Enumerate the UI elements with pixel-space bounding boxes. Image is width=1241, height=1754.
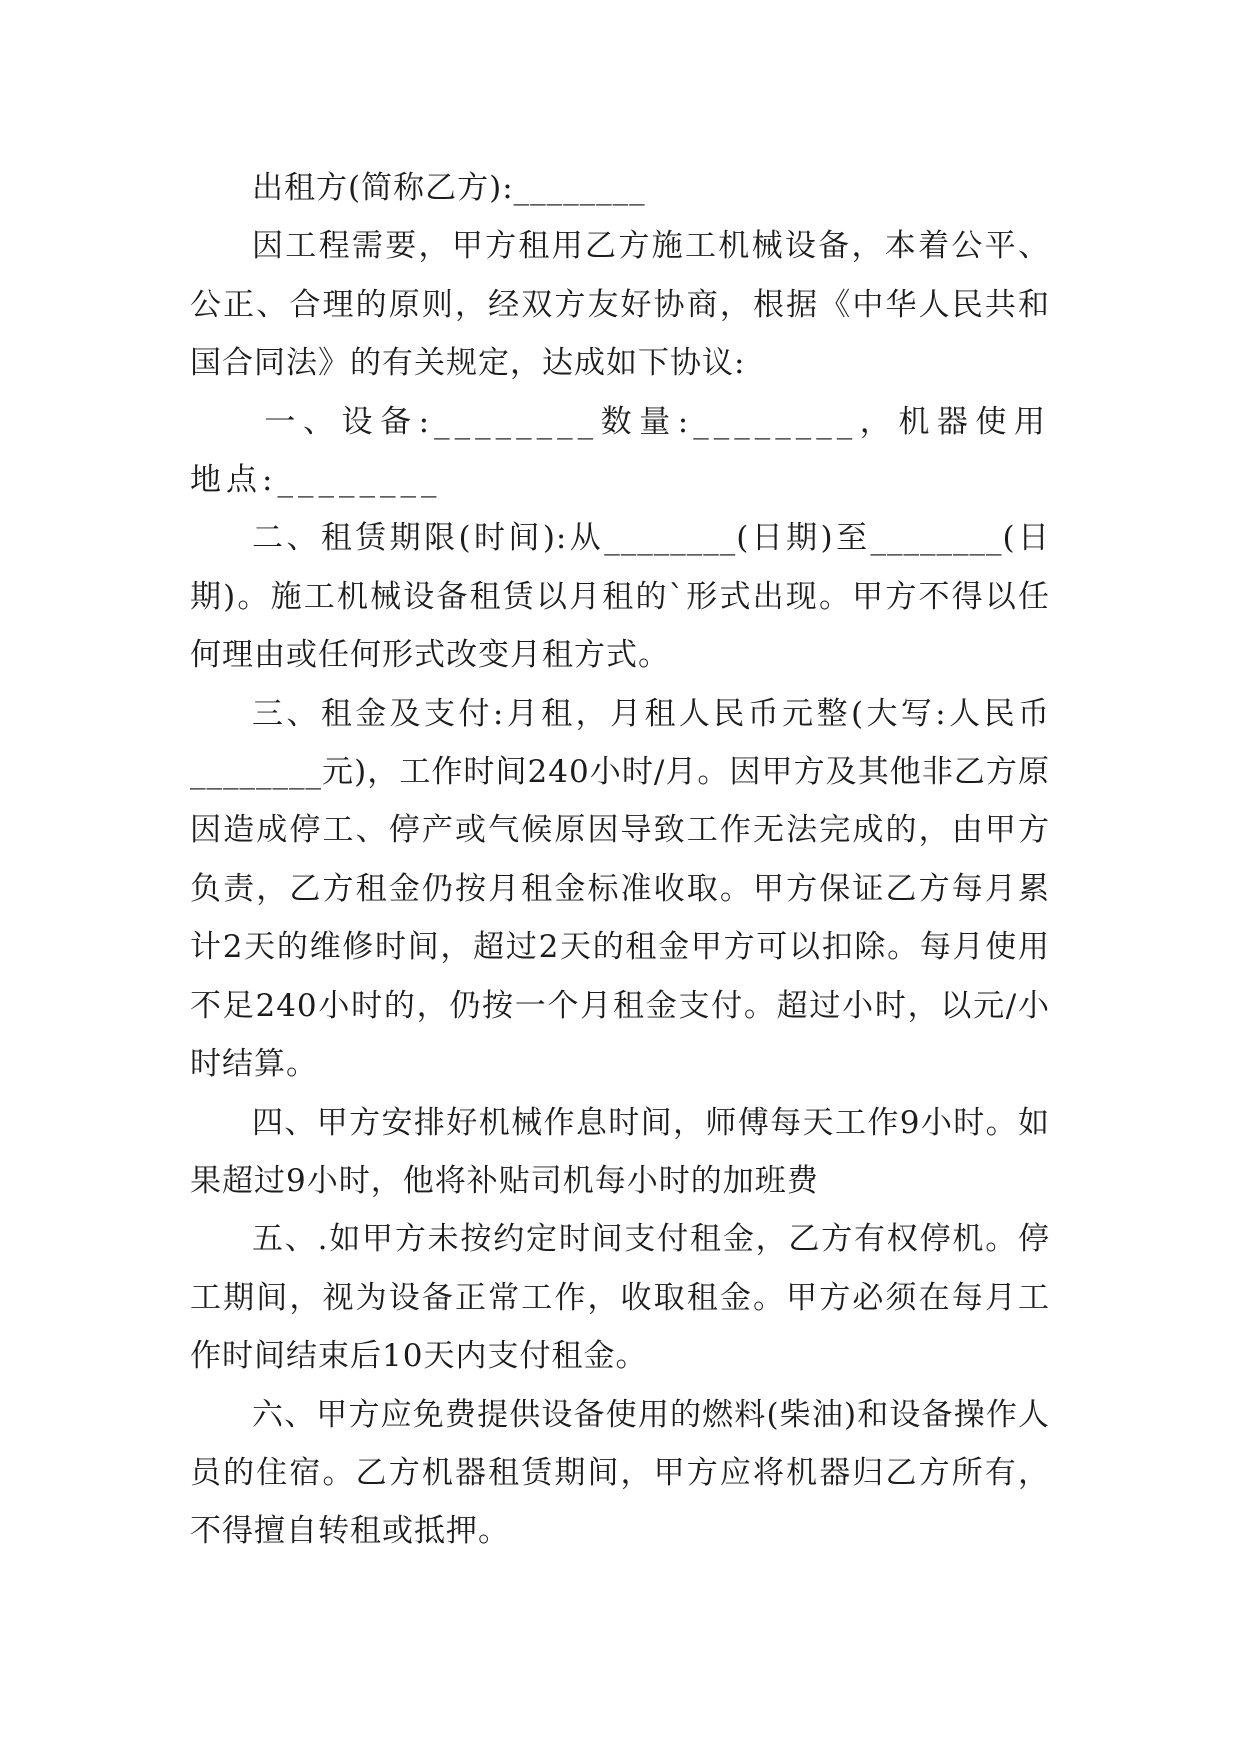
clause-6-fuel-accommodation: 六、甲方应免费提供设备使用的燃料(柴油)和设备操作人员的住宿。乙方机器租赁期间，甲方应将机器归乙方所有，不得擅自转租或抵押。	[190, 1396, 1050, 1550]
clause-1-equipment: 一、设备:________数量:________，机器使用地点:________	[190, 403, 1050, 499]
clause-3-rent-payment: 三、租金及支付:月租，月租人民币元整(大写:人民币________元)，工作时间240小时/月。因甲方及其他非乙方原因造成停工、停产或气候原因导致工作无法完成的，由甲方负责，乙方租金仍按月租金标准收取。甲方保证乙方每月累计2天的维修时间，超过2天的租金甲方可以扣除。每月使用不足240小时的，仍按一个月租金支付。超过小时，以元/小时结算。	[190, 695, 1050, 1083]
document-body	[190, 159, 1050, 1561]
lessor-line: 出租方(简称乙方):________	[252, 170, 646, 206]
clause-2-lease-term: 二、租赁期限(时间):从________(日期)至________(日期)。施工机械设备租赁以月租的`形式出现。甲方不得以任何理由或任何形式改变月租方式。	[190, 520, 1050, 674]
clause-5-late-payment: 五、.如甲方未按约定时间支付租金，乙方有权停机。停工期间，视为设备正常工作，收取租金。甲方必须在每月工作时间结束后10天内支付租金。	[190, 1221, 1050, 1375]
clause-4-work-schedule: 四、甲方安排好机械作息时间，师傅每天工作9小时。如果超过9小时，他将补贴司机每小时的加班费	[190, 1104, 1050, 1199]
preamble-paragraph: 因工程需要，甲方租用乙方施工机械设备，本着公平、公正、合理的原则，经双方友好协商，根据《中华人民共和国合同法》的有关规定，达成如下协议:	[190, 228, 1050, 382]
